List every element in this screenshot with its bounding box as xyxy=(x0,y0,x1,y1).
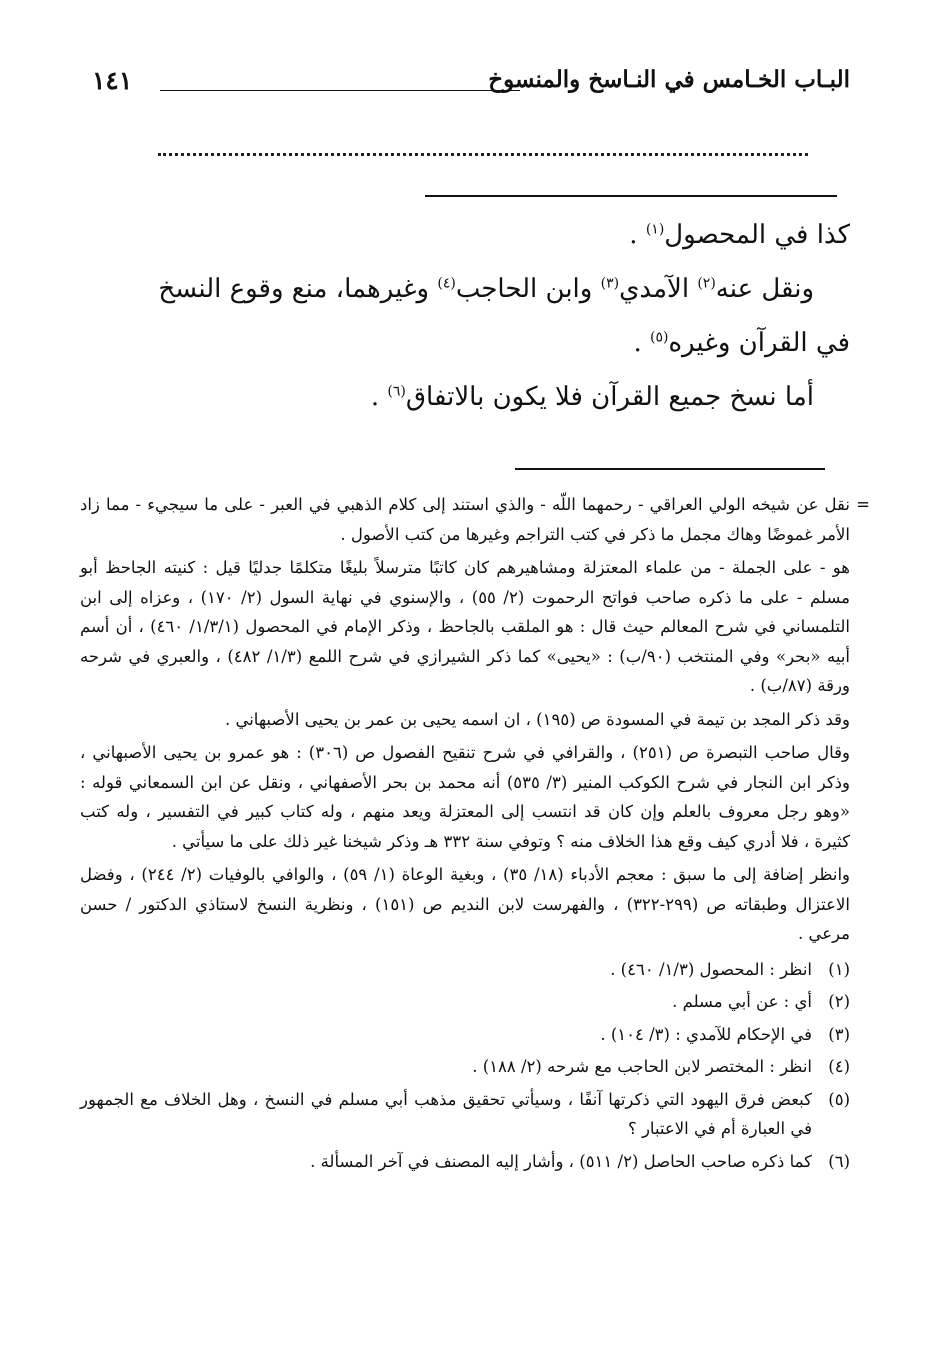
footnote-number: (٥) xyxy=(828,1089,850,1109)
footnote-continuation: وقد ذكر المجد بن تيمة في المسودة ص (١٩٥) ، ان اسمه يحيى بن عمر بن يحيى الأصبهاني . xyxy=(224,709,850,729)
footnote-list xyxy=(80,955,850,1177)
footnote-ref: (٤) xyxy=(437,275,456,292)
footnote-number: (٣) xyxy=(828,1024,850,1044)
main-paragraph xyxy=(80,262,850,316)
footnote-item xyxy=(80,1147,850,1177)
main-text xyxy=(80,208,850,424)
main-text-span: . xyxy=(629,220,646,250)
main-text-span: في القرآن وغيره xyxy=(668,328,850,358)
main-text-span: وغيرهما، منع وقوع النسخ xyxy=(158,274,438,304)
main-paragraph xyxy=(80,316,850,370)
main-text-span: . xyxy=(370,382,388,412)
footnote-number: (٤) xyxy=(828,1057,850,1076)
page-number: ١٤١ xyxy=(92,66,133,95)
footnote-text: انظر : المختصر لابن الحاجب مع شرحه (٢/ ١٨٨) . xyxy=(472,1057,812,1076)
footnote-item xyxy=(80,1052,850,1082)
footnote-continuation xyxy=(80,490,870,549)
main-text-span: كذا في المحصول xyxy=(664,220,850,250)
footnote-item xyxy=(80,1085,850,1144)
footnote-item xyxy=(80,1020,850,1050)
footnotes xyxy=(80,490,870,1179)
footnote-continuation: وقال صاحب التبصرة ص (٢٥١) ، والقرافي في شرح تنقيح الفصول ص (٣٠٦) : هو عمرو بن يحيى الأصبهاني ، وذكر ابن النجار في شرح الكوكب المنير (٣/ ٥٣٥) أنه محمد بن بحر الأصفهاني ، ونقل عن ابن السمعاني قوله : «وهو رجل معروف بالعلم وإن كان قد انتسب إلى المعتزلة ويعد منهم ، وله كتاب كبير في التفسير ، وله كتب كثيرة ، فلا أدري كيف وقع هذا الخلاف منه ؟ وتوفي سنة ٣٣٢ هـ وذكر شيخنا غير ذلك على ما سيأتي . xyxy=(80,743,850,851)
continuation-mark: = xyxy=(856,495,870,514)
footnote-number: (٦) xyxy=(828,1151,850,1171)
footnote-text: انظر : المحصول (١/٣/ ٤٦٠) . xyxy=(610,959,812,979)
ellipsis-dotted-line xyxy=(158,153,808,156)
footnote-text: كبعض فرق اليهود التي ذكرتها آنفًا ، وسيأتي تحقيق مذهب أبي مسلم في النسخ ، وهل الخلاف مع الجمهور في العبارة أم في الاعتبار ؟ xyxy=(80,1089,812,1138)
footnote-item xyxy=(80,987,850,1017)
footnote-ref: (٦) xyxy=(387,383,406,400)
footnote-ref: (١) xyxy=(645,221,665,238)
footnote-text: أي : عن أبي مسلم . xyxy=(672,992,812,1011)
main-text-span: . xyxy=(633,328,650,358)
footnote-ref: (٣) xyxy=(600,275,620,292)
footnote-rule xyxy=(515,468,825,470)
main-text-span: الآمدي xyxy=(619,274,698,304)
footnote-text: في الإحكام للآمدي : (٣/ ١٠٤) . xyxy=(600,1024,812,1044)
footnote-continuation: هو - على الجملة - من علماء المعتزلة ومشاهيرهم كان كاتبًا مترسلاً بليغًا متكلمًا جدليًا قيل : كنيته الجاحظ أبو مسلم - على ما ذكره صاحب فواتح الرحموت (٢/ ٥٥) ، والإسنوي في نهاية السول (٢/ ١٧٠) ، وعزاه إلى ابن التلمساني في شرح المعالم حيث قال : هو الملقب بالجاحظ ، وذكر الإمام في المحصول (١/٣/١/ ٤٦٠) ، أن أسم أبيه «بحر» وفي المنتخب (٩٠/ب) : «يحيى» كما ذكر الشيرازي في شرح اللمع (١/٣/ ٤٨٢) ، والعبري في شرحه ورقة (٨٧/ب) . xyxy=(80,558,851,695)
footnote-ref: (٥) xyxy=(649,329,669,346)
running-header: البـاب الخـامس في النـاسخ والمنسوخ xyxy=(488,66,850,93)
footnote-text: نقل عن شيخه الولي العراقي - رحمهما اللّه - والذي استند إلى كلام الذهبي في العبر - على ما سيجيء - مما زاد الأمر غموضًا وهاك مجمل ما ذكر في كتب التراجم وغيرها من كتب الأصول . xyxy=(80,495,850,544)
footnote-text: كما ذكره صاحب الحاصل (٢/ ٥١١) ، وأشار إليه المصنف في آخر المسألة . xyxy=(310,1151,812,1171)
separator-rule xyxy=(425,195,837,197)
main-paragraph xyxy=(80,370,850,424)
footnote-number: (٢) xyxy=(828,992,850,1011)
header-rule xyxy=(160,90,520,91)
footnote-ref: (٢) xyxy=(697,275,716,292)
main-text-span: وابن الحاجب xyxy=(455,274,601,304)
main-text-span: أما نسخ جميع القرآن فلا يكون بالاتفاق xyxy=(405,382,814,412)
main-text-span: ونقل عنه xyxy=(715,274,814,304)
footnote-continuation: وانظر إضافة إلى ما سبق : معجم الأدباء (١٨/ ٣٥) ، وبغية الوعاة (١/ ٥٩) ، والوافي بالوفيات (٢/ ٢٤٤) ، وفضل الاعتزال وطبقاته ص (٢٩٩-٣٢٢) ، والفهرست لابن النديم ص (١٥١) ، ونظرية النسخ لاستاذي الدكتور / حسن مرعي . xyxy=(80,865,851,943)
main-paragraph xyxy=(80,208,850,262)
footnote-number: (١) xyxy=(828,959,850,979)
footnote-item xyxy=(80,955,850,985)
